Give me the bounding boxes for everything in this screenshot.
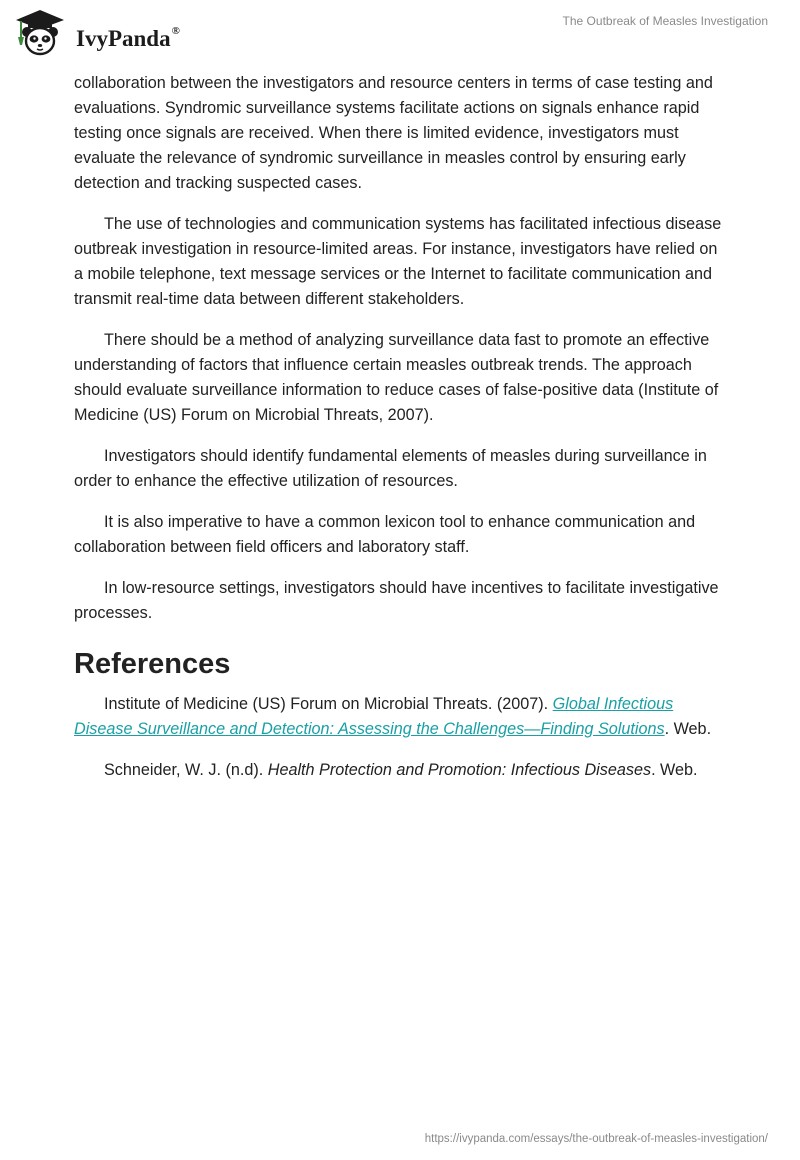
page-url[interactable]: https://ivypanda.com/essays/the-outbreak-of-measles-investigation/ [424,1133,768,1145]
body-paragraph: In low-resource settings, investigators should have incentives to facilitate investigative processes. [74,579,719,622]
body-paragraph: The use of technologies and communication systems has facilitated infectious disease outbreak investigation in resource-limited areas. For instance, investigators have relied on a mobile telephone, text message services or the Internet to facilitate communication and transmit real-time data between different stakeholders. [74,215,722,308]
ivypanda-logo[interactable] [14,8,194,58]
reference-item [74,692,724,742]
body-paragraph: There should be a method of analyzing surveillance data fast to promote an effective understanding of factors that influence certain measles outbreak trends. The approach should evaluate surveillance information to reduce cases of false-positive data (Institute of Medicine (US) Forum on Microbial Threats, 2007). [74,331,719,424]
reference-title: Health Protection and Promotion: Infectious Diseases [267,761,652,779]
body-paragraph: collaboration between the investigators and resource centers in terms of case testing and evaluations. Syndromic surveillance systems facilitate actions on signals enhance rapid testing once signals are received. When there is limited evidence, investigators must evaluate the relevance of syndromic surveillance in measles control by ensuring early detection and tracking suspected cases. [74,74,713,192]
reference-suffix: . Web. [664,720,712,738]
reference-authors: Institute of Medicine (US) Forum on Microbial Threats. (2007). [104,695,553,713]
page-header [0,0,800,66]
reference-suffix: . Web. [651,761,698,779]
registered-mark: ® [171,25,180,38]
reference-title-link[interactable]: Global Infectious Disease Surveillance and Detection: Assessing the Challenges—Finding Solutions [74,695,674,738]
reference-authors: Schneider, W. J. (n.d). [104,761,268,779]
references-heading: References [74,648,231,680]
body-paragraph: It is also imperative to have a common lexicon tool to enhance communication and collaboration between field officers and laboratory staff. [74,513,696,556]
body-paragraph: Investigators should identify fundamental elements of measles during surveillance in order to enhance the effective utilization of resources. [74,447,707,490]
document-title: The Outbreak of Measles Investigation [562,14,768,28]
brand-name: IvyPanda® [76,25,180,51]
panda-graduate-icon [14,8,66,58]
essay-content [74,71,724,799]
reference-item [74,758,724,783]
